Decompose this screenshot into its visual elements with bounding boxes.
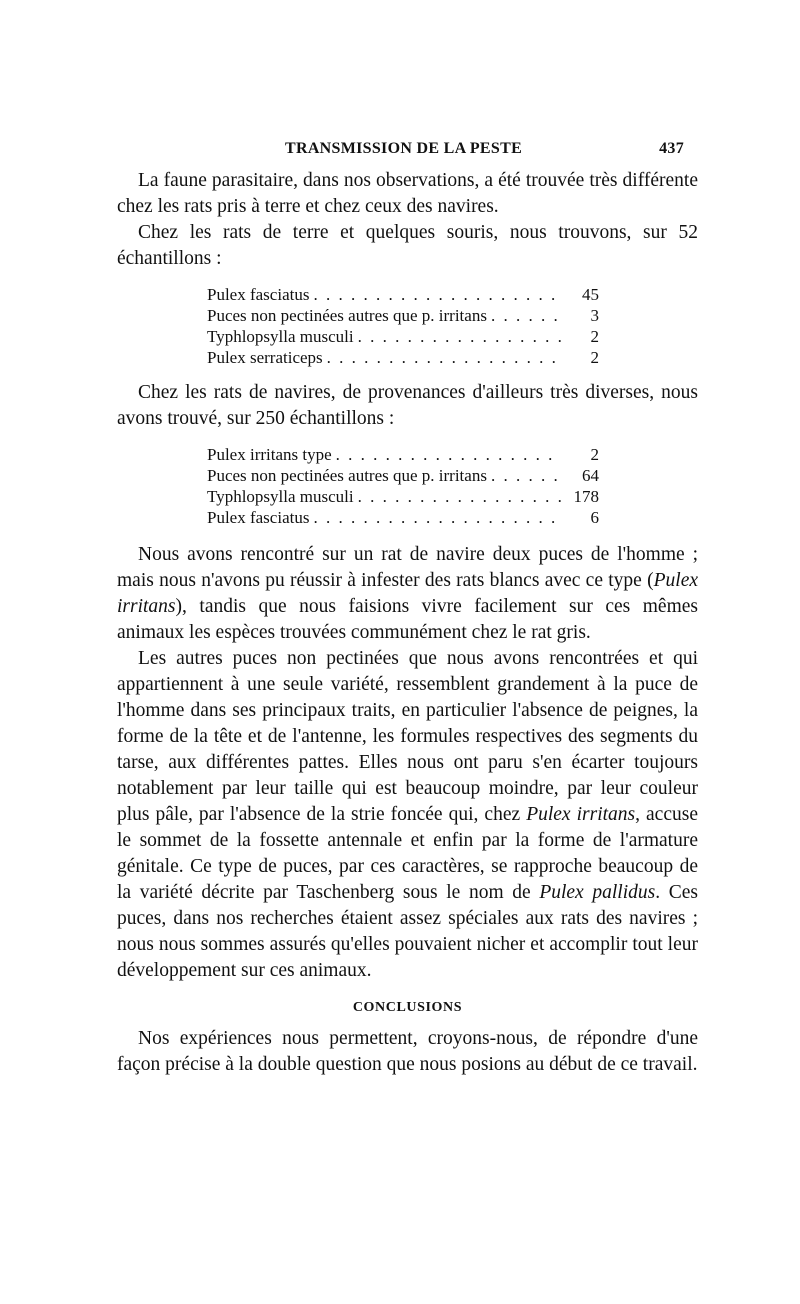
paragraph-4-text: ), tandis que nous faisions vivre facilement sur ces mêmes animaux les espèces trouvées communément chez le rat gris.	[117, 596, 698, 643]
running-title: TRANSMISSION DE LA PESTE	[285, 140, 523, 157]
species-label: Puces non pectinées autres que p. irritans	[207, 306, 487, 325]
species-label: Typhlopsylla musculi	[207, 327, 354, 346]
count-value: 2	[590, 327, 599, 346]
species-label: Typhlopsylla musculi	[207, 487, 354, 506]
paragraph-5-text: . Ces puces, dans nos recherches étaient assez spéciales aux rats des navires ; nous nous sommes assurés qu'elles pouvaient nicher et accomplir tout leur développement sur ces animaux.	[117, 882, 698, 981]
dot-leader	[358, 486, 561, 507]
table-row	[207, 486, 599, 507]
table-row	[207, 284, 599, 305]
paragraph-1: La faune parasitaire, dans nos observations, a été trouvée très différente chez les rats pris à terre et chez ceux des navires.	[117, 170, 698, 217]
count-value: 6	[590, 508, 599, 527]
paragraph-5-text: Les autres puces non pectinées que nous avons rencontrées et qui appartiennent à une seule variété, ressemblent grandement à la puce de l'homme dans ses principaux traits, en particulier l'absence de peignes, la forme de la tête et de l'antenne, les formules respectives des segments du tarse, aux différentes pattes. Elles nous ont paru s'en écarter toujours notablement par leur taille qui est beaucoup moindre, par leur couleur plus pâle, par l'absence de la strie foncée qui, chez	[117, 648, 698, 825]
species-label: Pulex fasciatus	[207, 285, 310, 304]
land-rats-flea-table	[207, 284, 599, 368]
table-row	[207, 465, 599, 486]
dot-leader	[313, 284, 561, 305]
paragraph-4	[117, 542, 698, 646]
dot-leader	[313, 507, 561, 528]
dot-leader	[358, 326, 561, 347]
paragraph-3: Chez les rats de navires, de provenances d'ailleurs très diverses, nous avons trouvé, sur 250 échantillons :	[117, 382, 698, 429]
paragraph-4-text: Nous avons rencontré sur un rat de navire deux puces de l'homme ; mais nous n'avons pu réussir à infester des rats blancs avec ce type (	[117, 544, 698, 591]
species-name-italic: Pulex irritans	[117, 570, 698, 617]
count-value: 2	[590, 348, 599, 367]
dot-leader	[491, 305, 561, 326]
paragraph-2: Chez les rats de terre et quelques souris, nous trouvons, sur 52 échantillons :	[117, 222, 698, 269]
count-value: 3	[590, 306, 599, 325]
species-label: Puces non pectinées autres que p. irritans	[207, 466, 487, 485]
table-row	[207, 347, 599, 368]
count-value: 64	[582, 466, 599, 485]
table-row	[207, 305, 599, 326]
count-value: 2	[590, 445, 599, 464]
count-value: 178	[573, 487, 599, 506]
dot-leader	[327, 347, 561, 368]
running-head	[117, 138, 698, 160]
paragraph-6: Nos expériences nous permettent, croyons-nous, de répondre d'une façon précise à la double question que nous posions au début de ce travail.	[117, 1028, 698, 1075]
species-label: Pulex irritans type	[207, 445, 332, 464]
species-label: Pulex fasciatus	[207, 508, 310, 527]
species-label: Pulex serraticeps	[207, 348, 323, 367]
ship-rats-flea-table	[207, 444, 599, 528]
page-number: 437	[659, 140, 684, 157]
dot-leader	[336, 444, 561, 465]
paragraph-5	[117, 646, 698, 984]
table-row	[207, 507, 599, 528]
dot-leader	[491, 465, 561, 486]
count-value: 45	[582, 285, 599, 304]
species-name-italic: Pulex irritans	[526, 804, 636, 825]
species-name-italic: Pulex pallidus	[539, 882, 656, 903]
table-row	[207, 326, 599, 347]
section-heading-conclusions: CONCLUSIONS	[352, 1000, 463, 1015]
table-row	[207, 444, 599, 465]
paragraph-5-text: , accuse le sommet de la fossette antennale et enfin par la forme de l'armature génitale. Ce type de puces, par ces caractères, se rapproche beaucoup de la variété décrite par Taschenberg sous le nom de	[117, 804, 698, 903]
book-page	[117, 138, 698, 1078]
